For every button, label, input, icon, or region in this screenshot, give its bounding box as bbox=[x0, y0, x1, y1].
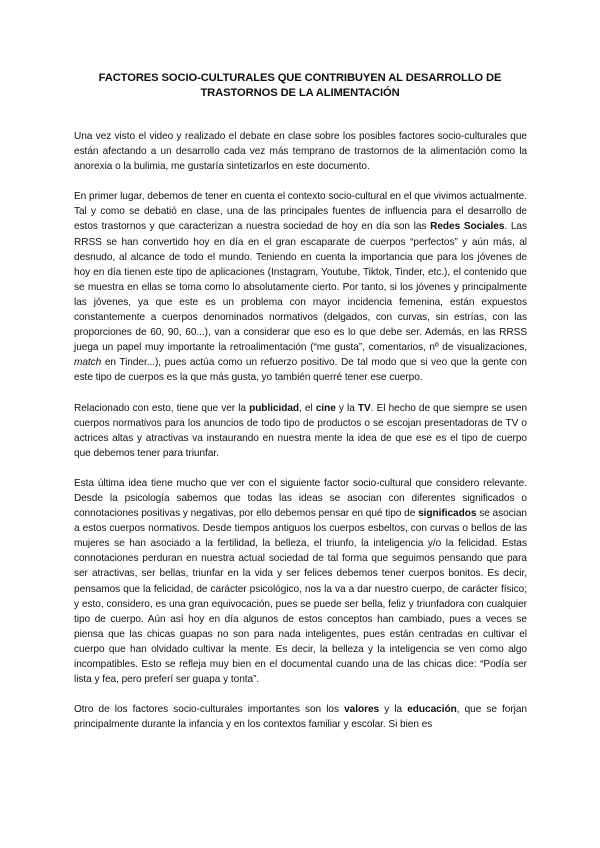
paragraph-meanings bbox=[74, 476, 527, 687]
paragraph-intro: Una vez visto el video y realizado el debate en clase sobre los posibles factores socio-culturales que están afectando a un desarrollo cada vez más temprano de trastornos de la alimentación como la anorexia o la bulimia, me gustaría sintetizarlos en este documento. bbox=[74, 131, 527, 173]
text-run: Relacionado con esto, tiene que ver la bbox=[74, 402, 250, 414]
bold-term-publicidad: publicidad bbox=[249, 402, 300, 414]
text-run: , que se forjan principalmente durante la infancia y en los contextos familiar y escolar. Si bien es bbox=[74, 704, 527, 731]
text-run: y la bbox=[335, 402, 358, 414]
paragraph-social-media bbox=[74, 189, 527, 385]
paragraph-values bbox=[74, 702, 527, 732]
text-run: . El hecho de que siempre se usen cuerpos normativos para los anuncios de todo tipo de productos o se escojan presentadoras de TV o actrices altas y atractivas va instaurando en nuestra mente la idea de que ese es el tipo de cuerpo que debemos tener para triunfar. bbox=[74, 402, 528, 459]
text-run: se asocian a estos cuerpos normativos. Desde tiempos antiguos los cuerpos esbeltos, con curvas o bellos de las mujeres se han asociado a la fertilidad, la belleza, el triunfo, la inteligencia y/o la felicidad. Estas connotaciones perduran en nuestra actual sociedad de tal forma que seguimos pensando que para ser atractivas, ser bellas, triunfar en la vida y ser felices debemos tener cuerpos bonitos. Es decir, pensamos que la felicidad, de carácter psicológico, nos la va a dar nuestro cuerpo, de carácter físico; y esto, considero, es una gran equivocación, pues se puede ser bella, feliz y triunfadora con cualquier tipo de cuerpo. Aún así hoy en día algunos de estos conceptos han cambiado, pues a veces se piensa que las chicas guapas no son para nada inteligentes, pues están centradas en cultivar el cuerpo que han olvidado cultivar la mente. Es decir, la belleza y la inteligencia se ven como algo incompatibles. Esto se refleja muy bien en el documental cuando una de las chicas dice: “Podía ser lista y fea, pero preferí ser guapa y tonta”. bbox=[74, 508, 527, 686]
text-run: Otro de los factores socio-culturales importantes son los bbox=[74, 704, 345, 716]
bold-term-valores: valores bbox=[344, 704, 380, 716]
text-run: En primer lugar, debemos de tener en cuenta el contexto socio-cultural en el que vivimos actualmente. Tal y como se debatió en clase, una de las principales fuentes de influencia para el desarrollo de estos trastornos y que caracterizan a nuestra sociedad de hoy en día son las bbox=[74, 191, 527, 233]
text-run: Esta última idea tiene mucho que ver con el siguiente factor socio-cultural que considero relevante. Desde la psicología sabemos que todas las ideas se asocian con diferentes significados o connotaciones positivas y negativas, por ello debemos pensar en qué tipo de bbox=[74, 477, 527, 520]
bold-term-educacion: educación bbox=[407, 704, 457, 716]
bold-term-cine: cine bbox=[315, 402, 336, 414]
bold-term-redes-sociales: Redes Sociales bbox=[430, 221, 505, 233]
text-run: y la bbox=[379, 704, 408, 716]
document-title bbox=[80, 71, 520, 101]
text-run: en Tinder...), pues actúa como un refuerzo positivo. De tal modo que si veo que la gente con este tipo de cuerpos es la que más gusta, yo también querré tener ese cuerpo. bbox=[74, 357, 527, 384]
title-line-2: TRASTORNOS DE LA ALIMENTACIÓN bbox=[200, 87, 400, 99]
italic-term-match: match bbox=[74, 357, 102, 369]
paragraph-media bbox=[74, 401, 527, 461]
text-run: . Las RRSS se han convertido hoy en día en el gran escaparate de cuerpos “perfectos” y aún más, al desnudo, al alcance de todo el mundo. Teniendo en cuenta la importancia que para los jóvenes de hoy en día tienen este tipo de aplicaciones (Instagram, Youtube, Tiktok, Tinder, etc.), el contenido que se muestra en ellas se toma como lo absolutamente cierto. Por tanto, si los jóvenes y principalmente las jóvenes, ya que este es un problema con mayor incidencia femenina, están expuestos constantemente a cuerpos denominados normativos (delgados, con curvas, sin estrías, con las proporciones de 60, 90, 60...), van a considerar que eso es lo que debe ser. Además, en las RRSS juega un papel muy importante la retroalimentación (“me gusta”, comentarios, nº de visualizaciones, bbox=[74, 221, 527, 354]
text-run: , el bbox=[299, 402, 316, 414]
bold-term-significados: significados bbox=[418, 508, 477, 520]
title-line-1: FACTORES SOCIO-CULTURALES QUE CONTRIBUYEN AL DESARROLLO DE bbox=[98, 72, 502, 84]
document-body bbox=[74, 129, 527, 747]
bold-term-tv: TV bbox=[357, 402, 371, 414]
